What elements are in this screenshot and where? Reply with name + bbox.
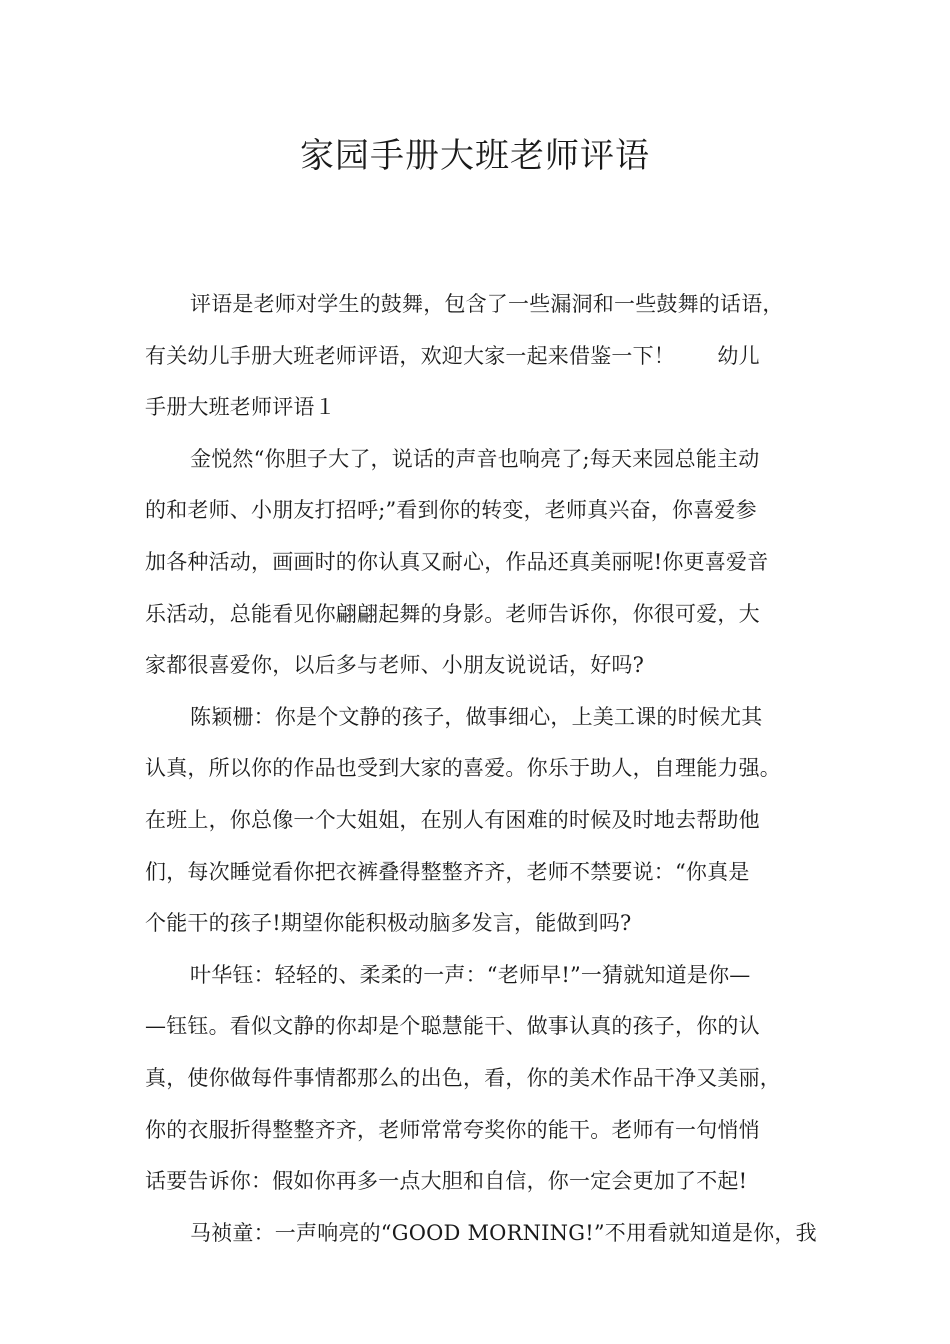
paragraph-line: 手册大班老师评语１ [145, 395, 336, 420]
paragraph-line: 有关幼儿手册大班老师评语，欢迎大家一起来借鉴一下！ 幼儿 [145, 343, 760, 368]
paragraph-line: 家都很喜爱你，以后多与老师、小朋友说说话，好吗? [145, 653, 645, 678]
paragraph-line: 评语是老师对学生的鼓舞，包含了一些漏洞和一些鼓舞的话语， [190, 292, 784, 316]
paragraph-line: 乐活动，总能看见你翩翩起舞的身影。老师告诉你，你很可爱，大 [145, 601, 760, 626]
paragraph-line: 真，使你做每件事情都那么的出色，看，你的美术作品干净又美丽， [145, 1065, 781, 1090]
paragraph-line: —钰钰。看似文静的你却是个聪慧能干、做事认真的孩子，你的认 [145, 1014, 760, 1039]
paragraph-line: 马祯童：一声响亮的“GOOD MORNING!”不用看就知道是你，我 [190, 1220, 817, 1245]
paragraph-line: 话要告诉你：假如你再多一点大胆和自信，你一定会更加了不起! [145, 1169, 748, 1194]
paragraph-line: 加各种活动，画画时的你认真又耐心，作品还真美丽呢!你更喜爱音 [145, 549, 769, 574]
paragraph-line: 陈颖栅：你是个文静的孩子，做事细心，上美工课的时候尤其 [190, 704, 763, 729]
paragraph-line: 个能干的孩子!期望你能积极动脑多发言，能做到吗? [145, 911, 632, 936]
document-body [145, 279, 825, 1259]
paragraph-line: 你的衣服折得整整齐齐，老师常常夸奖你的能干。老师有一句悄悄 [145, 1117, 760, 1142]
paragraph-line: 在班上，你总像一个大姐姐，在别人有困难的时候及时地去帮助他 [145, 807, 760, 832]
paragraph-line: 们，每次睡觉看你把衣裤叠得整整齐齐，老师不禁要说：“你真是 [145, 859, 750, 884]
paragraph-line: 金悦然“你胆子大了，说话的声音也响亮了;每天来园总能主动 [190, 446, 760, 471]
paragraph-line: 的和老师、小朋友打招呼;”看到你的转变，老师真兴奋，你喜爱参 [145, 498, 757, 523]
document-title: 家园手册大班老师评语 [300, 136, 650, 176]
paragraph-line: 认真，所以你的作品也受到大家的喜爱。你乐于助人，自理能力强。 [145, 756, 781, 781]
paragraph-line: 叶华钰：轻轻的、柔柔的一声：“老师早!”一猜就知道是你— [190, 962, 751, 987]
